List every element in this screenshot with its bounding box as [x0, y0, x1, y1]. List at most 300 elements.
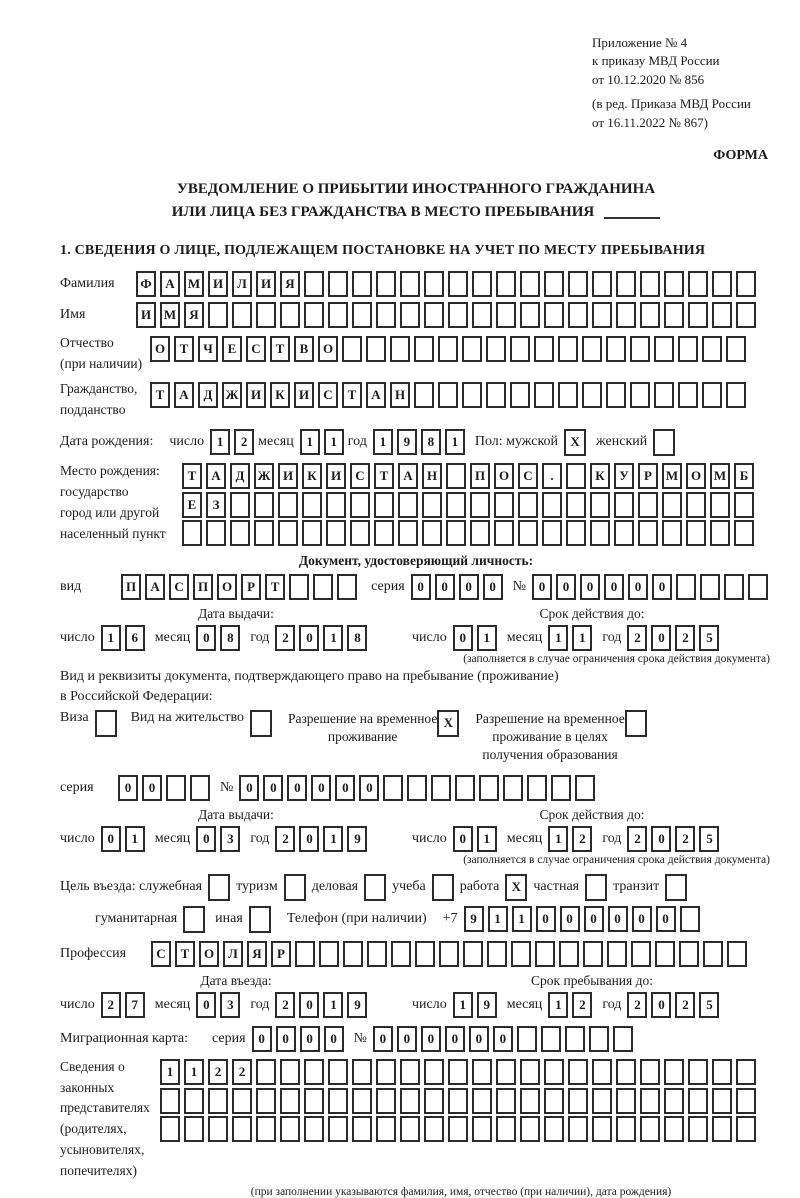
form-cell[interactable] — [592, 302, 612, 328]
form-cell[interactable]: Л — [223, 941, 243, 967]
form-cell[interactable] — [544, 1059, 564, 1085]
form-cell[interactable] — [734, 520, 754, 546]
form-cell[interactable]: Т — [265, 574, 285, 600]
form-cell[interactable] — [398, 492, 418, 518]
form-cell[interactable] — [448, 1116, 468, 1142]
form-cell[interactable] — [640, 1059, 660, 1085]
form-cell[interactable] — [592, 1059, 612, 1085]
form-cell[interactable] — [616, 271, 636, 297]
form-cell[interactable] — [680, 906, 700, 932]
form-cell[interactable]: 2 — [275, 625, 295, 651]
form-cell[interactable] — [256, 1059, 276, 1085]
form-cell[interactable] — [448, 271, 468, 297]
form-cell[interactable] — [470, 520, 490, 546]
form-cell[interactable] — [606, 336, 626, 362]
form-cell[interactable]: К — [270, 382, 290, 408]
form-cell[interactable]: 0 — [263, 775, 283, 801]
form-cell[interactable] — [712, 1088, 732, 1114]
form-cell[interactable] — [686, 520, 706, 546]
form-cell[interactable] — [662, 520, 682, 546]
form-cell[interactable] — [352, 1116, 372, 1142]
checkbox[interactable] — [653, 429, 675, 456]
form-cell[interactable] — [424, 1116, 444, 1142]
form-cell[interactable] — [534, 382, 554, 408]
form-cell[interactable]: Р — [241, 574, 261, 600]
form-cell[interactable] — [510, 382, 530, 408]
form-cell[interactable] — [568, 1116, 588, 1142]
form-cell[interactable]: А — [145, 574, 165, 600]
form-cell[interactable]: 0 — [584, 906, 604, 932]
form-cell[interactable] — [518, 492, 538, 518]
form-cell[interactable] — [541, 1026, 561, 1052]
form-cell[interactable] — [470, 492, 490, 518]
form-cell[interactable] — [710, 520, 730, 546]
form-cell[interactable]: 0 — [651, 992, 671, 1018]
form-cell[interactable] — [726, 336, 746, 362]
form-cell[interactable] — [448, 302, 468, 328]
form-cell[interactable] — [520, 1088, 540, 1114]
form-cell[interactable]: 0 — [359, 775, 379, 801]
checkbox[interactable] — [95, 710, 117, 737]
form-cell[interactable]: 2 — [275, 826, 295, 852]
form-cell[interactable] — [431, 775, 451, 801]
form-cell[interactable]: О — [150, 336, 170, 362]
form-cell[interactable] — [544, 302, 564, 328]
form-cell[interactable]: 1 — [300, 429, 320, 455]
form-cell[interactable]: О — [318, 336, 338, 362]
form-cell[interactable] — [328, 1059, 348, 1085]
form-cell[interactable]: 0 — [656, 906, 676, 932]
form-cell[interactable] — [400, 271, 420, 297]
form-cell[interactable] — [710, 492, 730, 518]
form-cell[interactable]: Я — [184, 302, 204, 328]
form-cell[interactable]: 2 — [572, 992, 592, 1018]
form-cell[interactable]: 8 — [421, 429, 441, 455]
form-cell[interactable]: И — [278, 463, 298, 489]
form-cell[interactable] — [448, 1059, 468, 1085]
form-cell[interactable] — [606, 382, 626, 408]
form-cell[interactable] — [575, 775, 595, 801]
form-cell[interactable] — [616, 302, 636, 328]
form-cell[interactable] — [676, 574, 696, 600]
form-cell[interactable] — [517, 1026, 537, 1052]
form-cell[interactable]: 0 — [239, 775, 259, 801]
form-cell[interactable]: 0 — [483, 574, 503, 600]
form-cell[interactable] — [712, 271, 732, 297]
form-cell[interactable]: 9 — [397, 429, 417, 455]
form-cell[interactable]: П — [470, 463, 490, 489]
form-cell[interactable] — [414, 382, 434, 408]
form-cell[interactable]: 0 — [628, 574, 648, 600]
form-cell[interactable]: 5 — [699, 992, 719, 1018]
form-cell[interactable]: И — [294, 382, 314, 408]
form-cell[interactable]: Я — [280, 271, 300, 297]
form-cell[interactable]: Р — [638, 463, 658, 489]
form-cell[interactable] — [592, 271, 612, 297]
form-cell[interactable] — [654, 336, 674, 362]
form-cell[interactable] — [520, 271, 540, 297]
form-cell[interactable]: Л — [232, 271, 252, 297]
form-cell[interactable]: А — [398, 463, 418, 489]
form-cell[interactable] — [616, 1088, 636, 1114]
form-cell[interactable]: 3 — [220, 992, 240, 1018]
checkbox[interactable] — [250, 710, 272, 737]
form-cell[interactable] — [583, 941, 603, 967]
form-cell[interactable] — [654, 382, 674, 408]
form-cell[interactable]: 1 — [445, 429, 465, 455]
form-cell[interactable] — [280, 1059, 300, 1085]
form-cell[interactable]: 0 — [324, 1026, 344, 1052]
form-cell[interactable]: Я — [247, 941, 267, 967]
form-cell[interactable]: Т — [342, 382, 362, 408]
form-cell[interactable] — [590, 492, 610, 518]
form-cell[interactable] — [614, 520, 634, 546]
form-cell[interactable] — [328, 1088, 348, 1114]
form-cell[interactable]: 0 — [196, 625, 216, 651]
form-cell[interactable] — [535, 941, 555, 967]
form-cell[interactable] — [424, 1088, 444, 1114]
form-cell[interactable]: 0 — [536, 906, 556, 932]
form-cell[interactable]: 2 — [101, 992, 121, 1018]
form-cell[interactable] — [350, 520, 370, 546]
form-cell[interactable] — [638, 492, 658, 518]
form-cell[interactable] — [712, 1116, 732, 1142]
form-cell[interactable] — [206, 520, 226, 546]
form-cell[interactable] — [496, 1116, 516, 1142]
form-cell[interactable]: У — [614, 463, 634, 489]
form-cell[interactable]: Н — [390, 382, 410, 408]
form-cell[interactable]: 0 — [196, 826, 216, 852]
form-cell[interactable]: 1 — [477, 625, 497, 651]
form-cell[interactable]: Н — [422, 463, 442, 489]
form-cell[interactable] — [182, 520, 202, 546]
checkbox[interactable] — [208, 874, 230, 901]
form-cell[interactable]: 9 — [347, 826, 367, 852]
form-cell[interactable] — [352, 302, 372, 328]
form-cell[interactable]: 0 — [300, 1026, 320, 1052]
form-cell[interactable]: 0 — [453, 826, 473, 852]
form-cell[interactable] — [337, 574, 357, 600]
form-cell[interactable]: 2 — [208, 1059, 228, 1085]
form-cell[interactable]: 0 — [335, 775, 355, 801]
form-cell[interactable] — [590, 520, 610, 546]
form-cell[interactable] — [640, 1088, 660, 1114]
form-cell[interactable] — [734, 492, 754, 518]
form-cell[interactable]: О — [494, 463, 514, 489]
form-cell[interactable] — [688, 302, 708, 328]
form-cell[interactable] — [558, 336, 578, 362]
form-cell[interactable] — [326, 492, 346, 518]
form-cell[interactable]: 0 — [299, 625, 319, 651]
form-cell[interactable]: Е — [182, 492, 202, 518]
form-cell[interactable]: Т — [182, 463, 202, 489]
form-cell[interactable] — [736, 271, 756, 297]
form-cell[interactable]: 0 — [101, 826, 121, 852]
form-cell[interactable]: 0 — [142, 775, 162, 801]
form-cell[interactable]: 0 — [532, 574, 552, 600]
form-cell[interactable]: 1 — [323, 992, 343, 1018]
form-cell[interactable] — [350, 492, 370, 518]
form-cell[interactable] — [374, 492, 394, 518]
form-cell[interactable]: С — [151, 941, 171, 967]
form-cell[interactable]: 1 — [184, 1059, 204, 1085]
form-cell[interactable] — [376, 271, 396, 297]
form-cell[interactable] — [614, 492, 634, 518]
form-cell[interactable]: П — [193, 574, 213, 600]
form-cell[interactable]: Т — [374, 463, 394, 489]
form-cell[interactable] — [352, 271, 372, 297]
form-cell[interactable]: 0 — [118, 775, 138, 801]
form-cell[interactable]: 2 — [675, 625, 695, 651]
form-cell[interactable]: И — [246, 382, 266, 408]
form-cell[interactable] — [638, 520, 658, 546]
form-cell[interactable] — [208, 1088, 228, 1114]
form-cell[interactable] — [494, 492, 514, 518]
form-cell[interactable] — [520, 1059, 540, 1085]
form-cell[interactable] — [422, 520, 442, 546]
form-cell[interactable]: 1 — [373, 429, 393, 455]
form-cell[interactable]: 0 — [560, 906, 580, 932]
form-cell[interactable] — [376, 302, 396, 328]
form-cell[interactable]: К — [302, 463, 322, 489]
form-cell[interactable]: 1 — [548, 992, 568, 1018]
form-cell[interactable]: 2 — [675, 826, 695, 852]
form-cell[interactable]: 1 — [160, 1059, 180, 1085]
form-cell[interactable]: Д — [230, 463, 250, 489]
form-cell[interactable]: 0 — [604, 574, 624, 600]
form-cell[interactable] — [664, 1116, 684, 1142]
form-cell[interactable]: 0 — [459, 574, 479, 600]
form-cell[interactable] — [328, 302, 348, 328]
form-cell[interactable] — [727, 941, 747, 967]
form-cell[interactable] — [613, 1026, 633, 1052]
form-cell[interactable] — [566, 520, 586, 546]
form-cell[interactable]: 0 — [453, 625, 473, 651]
form-cell[interactable] — [352, 1059, 372, 1085]
form-cell[interactable]: 0 — [651, 625, 671, 651]
form-cell[interactable] — [518, 520, 538, 546]
form-cell[interactable] — [462, 382, 482, 408]
form-cell[interactable]: 0 — [287, 775, 307, 801]
form-cell[interactable]: 0 — [397, 1026, 417, 1052]
form-cell[interactable]: 6 — [125, 625, 145, 651]
form-cell[interactable] — [376, 1088, 396, 1114]
checkbox[interactable] — [585, 874, 607, 901]
form-cell[interactable]: 0 — [469, 1026, 489, 1052]
form-cell[interactable] — [383, 775, 403, 801]
form-cell[interactable] — [280, 302, 300, 328]
form-cell[interactable] — [256, 1116, 276, 1142]
form-cell[interactable] — [534, 336, 554, 362]
form-cell[interactable]: 2 — [627, 625, 647, 651]
form-cell[interactable]: 0 — [435, 574, 455, 600]
form-cell[interactable]: 0 — [493, 1026, 513, 1052]
form-cell[interactable] — [678, 336, 698, 362]
form-cell[interactable] — [295, 941, 315, 967]
form-cell[interactable] — [700, 574, 720, 600]
form-cell[interactable] — [302, 492, 322, 518]
form-cell[interactable] — [520, 302, 540, 328]
form-cell[interactable] — [367, 941, 387, 967]
form-cell[interactable]: К — [590, 463, 610, 489]
form-cell[interactable]: 9 — [477, 992, 497, 1018]
form-cell[interactable] — [304, 1116, 324, 1142]
form-cell[interactable]: О — [217, 574, 237, 600]
form-cell[interactable] — [542, 492, 562, 518]
form-cell[interactable] — [712, 1059, 732, 1085]
form-cell[interactable]: 2 — [627, 992, 647, 1018]
form-cell[interactable] — [688, 1116, 708, 1142]
form-cell[interactable]: 0 — [556, 574, 576, 600]
form-cell[interactable] — [688, 1059, 708, 1085]
form-cell[interactable] — [702, 336, 722, 362]
form-cell[interactable] — [688, 1088, 708, 1114]
form-cell[interactable] — [558, 382, 578, 408]
form-cell[interactable] — [230, 492, 250, 518]
form-cell[interactable] — [496, 1059, 516, 1085]
form-cell[interactable]: Т — [175, 941, 195, 967]
form-cell[interactable]: 2 — [234, 429, 254, 455]
form-cell[interactable] — [302, 520, 322, 546]
form-cell[interactable]: 9 — [347, 992, 367, 1018]
form-cell[interactable]: 2 — [627, 826, 647, 852]
form-cell[interactable] — [496, 302, 516, 328]
form-cell[interactable] — [304, 1059, 324, 1085]
form-cell[interactable] — [726, 382, 746, 408]
form-cell[interactable] — [439, 941, 459, 967]
form-cell[interactable] — [400, 1059, 420, 1085]
form-cell[interactable] — [736, 1116, 756, 1142]
form-cell[interactable] — [566, 492, 586, 518]
form-cell[interactable]: В — [294, 336, 314, 362]
form-cell[interactable] — [664, 1088, 684, 1114]
form-cell[interactable] — [544, 1116, 564, 1142]
form-cell[interactable] — [390, 336, 410, 362]
form-cell[interactable]: 2 — [232, 1059, 252, 1085]
form-cell[interactable]: А — [366, 382, 386, 408]
form-cell[interactable] — [568, 271, 588, 297]
form-cell[interactable]: И — [208, 271, 228, 297]
form-cell[interactable]: Р — [271, 941, 291, 967]
form-cell[interactable] — [304, 302, 324, 328]
form-cell[interactable] — [376, 1059, 396, 1085]
form-cell[interactable] — [566, 463, 586, 489]
form-cell[interactable]: Т — [270, 336, 290, 362]
form-cell[interactable] — [424, 1059, 444, 1085]
form-cell[interactable] — [544, 271, 564, 297]
form-cell[interactable]: 5 — [699, 625, 719, 651]
form-cell[interactable]: А — [174, 382, 194, 408]
form-cell[interactable]: Ж — [222, 382, 242, 408]
checkbox[interactable] — [665, 874, 687, 901]
form-cell[interactable]: 0 — [311, 775, 331, 801]
form-cell[interactable]: И — [326, 463, 346, 489]
form-cell[interactable] — [630, 336, 650, 362]
form-cell[interactable] — [446, 492, 466, 518]
form-cell[interactable] — [232, 1116, 252, 1142]
form-cell[interactable] — [184, 1088, 204, 1114]
form-cell[interactable]: С — [518, 463, 538, 489]
form-cell[interactable]: 8 — [347, 625, 367, 651]
form-cell[interactable]: Д — [198, 382, 218, 408]
form-cell[interactable] — [184, 1116, 204, 1142]
form-cell[interactable]: 0 — [252, 1026, 272, 1052]
form-cell[interactable] — [455, 775, 475, 801]
form-cell[interactable]: 9 — [464, 906, 484, 932]
checkbox[interactable] — [625, 710, 647, 737]
form-cell[interactable]: 0 — [421, 1026, 441, 1052]
form-cell[interactable] — [486, 336, 506, 362]
form-cell[interactable] — [559, 941, 579, 967]
form-cell[interactable] — [736, 302, 756, 328]
form-cell[interactable] — [662, 492, 682, 518]
form-cell[interactable] — [438, 336, 458, 362]
form-cell[interactable] — [424, 271, 444, 297]
form-cell[interactable]: Т — [150, 382, 170, 408]
form-cell[interactable] — [254, 520, 274, 546]
checkbox[interactable]: X — [437, 710, 459, 737]
form-cell[interactable] — [589, 1026, 609, 1052]
form-cell[interactable] — [463, 941, 483, 967]
form-cell[interactable]: . — [542, 463, 562, 489]
form-cell[interactable] — [631, 941, 651, 967]
form-cell[interactable]: 1 — [324, 429, 344, 455]
form-cell[interactable] — [496, 271, 516, 297]
form-cell[interactable] — [407, 775, 427, 801]
form-cell[interactable]: 0 — [580, 574, 600, 600]
form-cell[interactable] — [280, 1116, 300, 1142]
form-cell[interactable]: Ж — [254, 463, 274, 489]
form-cell[interactable] — [487, 941, 507, 967]
form-cell[interactable]: М — [710, 463, 730, 489]
form-cell[interactable]: 0 — [196, 992, 216, 1018]
form-cell[interactable] — [472, 1088, 492, 1114]
form-cell[interactable] — [565, 1026, 585, 1052]
checkbox[interactable] — [183, 906, 205, 933]
form-cell[interactable] — [462, 336, 482, 362]
form-cell[interactable] — [736, 1059, 756, 1085]
form-cell[interactable] — [446, 520, 466, 546]
form-cell[interactable] — [494, 520, 514, 546]
form-cell[interactable] — [616, 1116, 636, 1142]
form-cell[interactable]: 0 — [373, 1026, 393, 1052]
form-cell[interactable]: 2 — [675, 992, 695, 1018]
form-cell[interactable] — [400, 302, 420, 328]
form-cell[interactable]: 0 — [276, 1026, 296, 1052]
form-cell[interactable]: 0 — [299, 992, 319, 1018]
checkbox[interactable] — [284, 874, 306, 901]
form-cell[interactable]: Ч — [198, 336, 218, 362]
form-cell[interactable] — [496, 1088, 516, 1114]
form-cell[interactable] — [328, 271, 348, 297]
form-cell[interactable] — [230, 520, 250, 546]
form-cell[interactable] — [166, 775, 186, 801]
form-cell[interactable] — [278, 520, 298, 546]
form-cell[interactable] — [232, 302, 252, 328]
form-cell[interactable] — [208, 1116, 228, 1142]
form-cell[interactable]: 0 — [299, 826, 319, 852]
form-cell[interactable] — [319, 941, 339, 967]
form-cell[interactable] — [280, 1088, 300, 1114]
form-cell[interactable] — [712, 302, 732, 328]
checkbox[interactable] — [249, 906, 271, 933]
form-cell[interactable] — [551, 775, 571, 801]
form-cell[interactable] — [568, 1059, 588, 1085]
form-cell[interactable] — [520, 1116, 540, 1142]
form-cell[interactable]: 1 — [548, 826, 568, 852]
form-cell[interactable] — [414, 336, 434, 362]
form-cell[interactable]: Б — [734, 463, 754, 489]
